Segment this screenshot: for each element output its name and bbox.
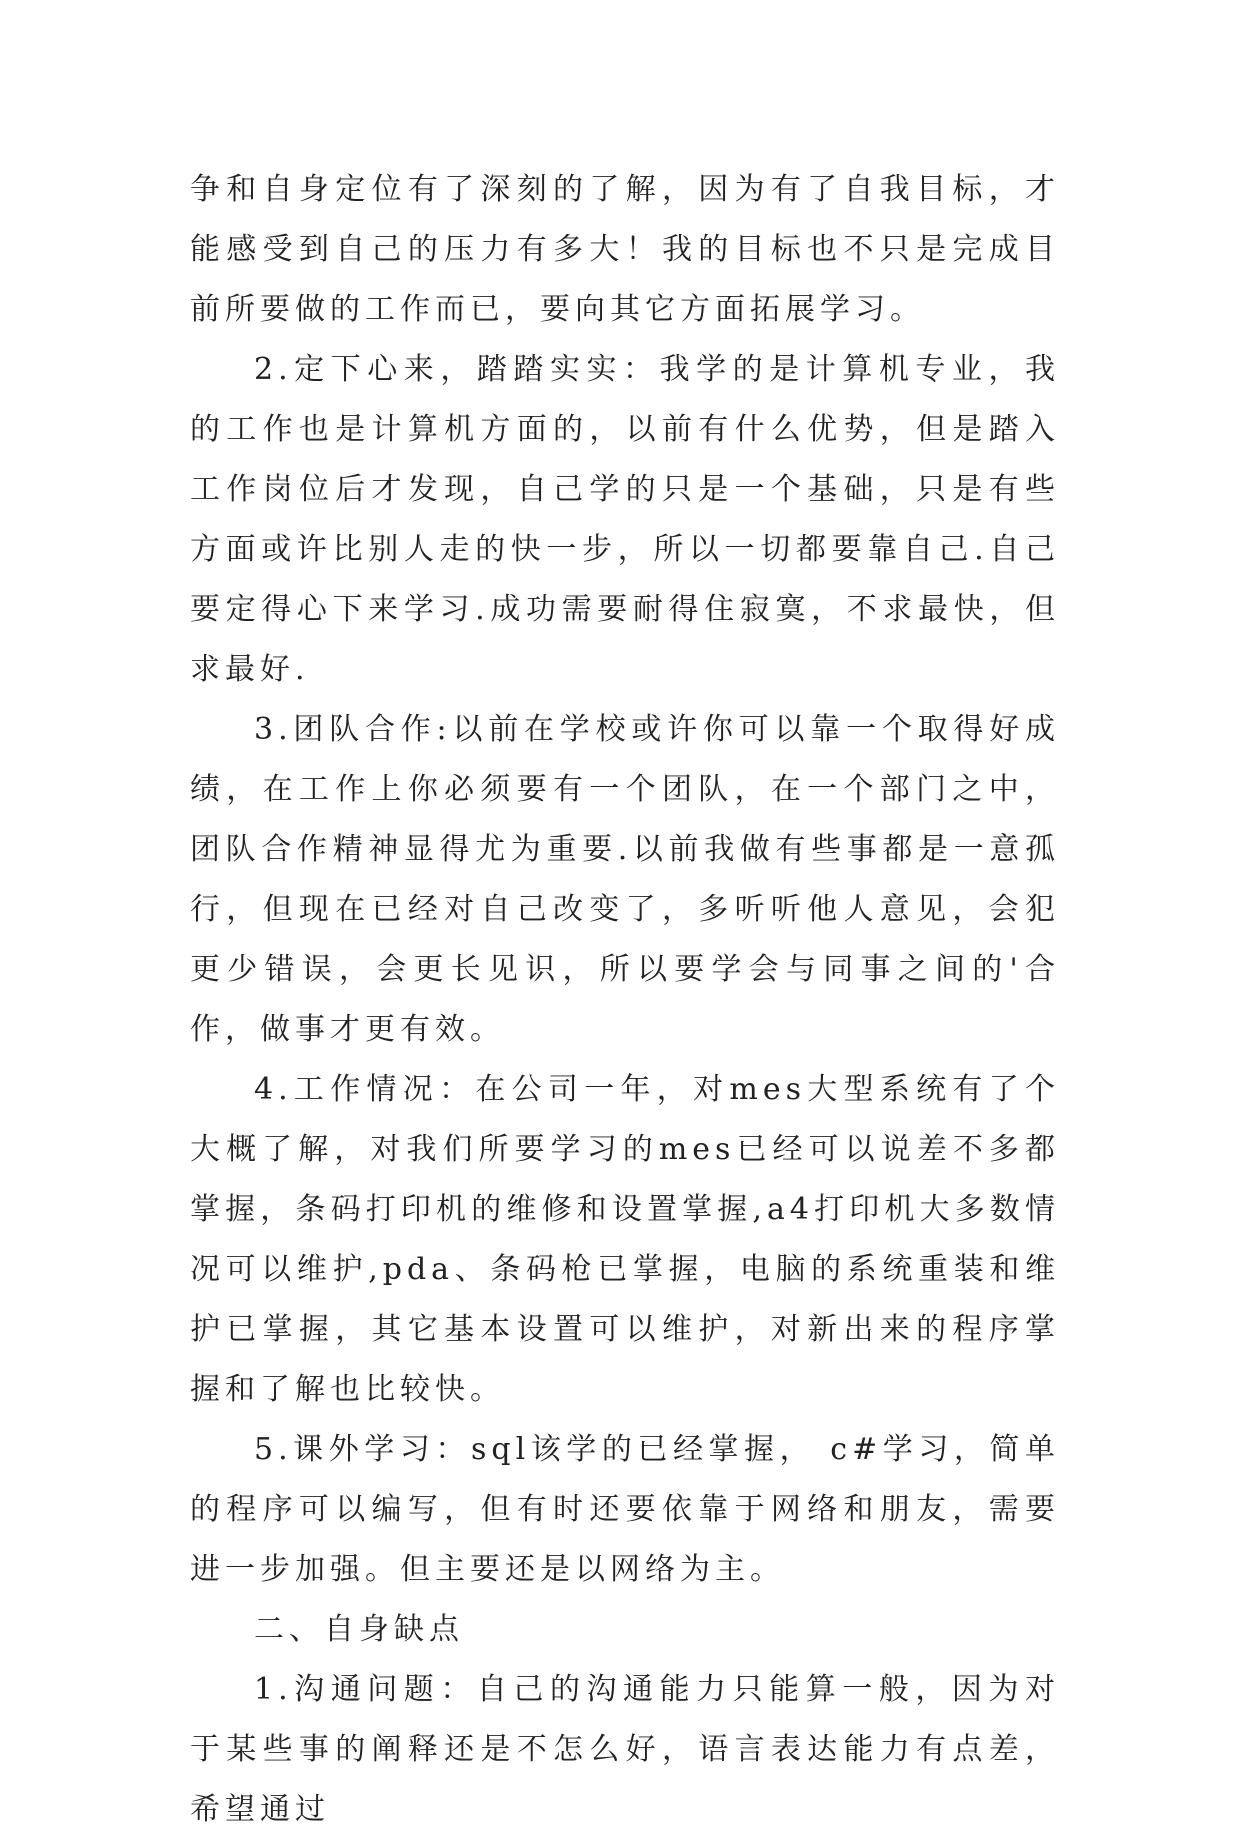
- section-heading: 二、自身缺点: [254, 1612, 464, 1647]
- paragraph-item-3: 3.团队合作:以前在学校或许你可以靠一个取得好成绩，在工作上你必须要有一个团队，在一个部门之中，团队合作精神显得尤为重要.以前我做有些事都是一意孤行，但现在已经对自己改变了，多听听他人意见，会犯更少错误，会更长见识，所以要学会与同事之间的'合作，做事才更有效。: [190, 712, 1060, 1047]
- paragraph-item-2: 2.定下心来，踏踏实实：我学的是计算机专业，我的工作也是计算机方面的，以前有什么优势，但是踏入工作岗位后才发现，自己学的只是一个基础，只是有些方面或许比别人走的快一步，所以一切都要靠自己.自己要定得心下来学习.成功需要耐得住寂寞，不求最快，但求最好.: [190, 352, 1060, 687]
- paragraph-continuation: 争和自身定位有了深刻的了解，因为有了自我目标，才能感受到自己的压力有多大！我的目标也不只是完成目前所要做的工作而已，要向其它方面拓展学习。: [190, 172, 1060, 327]
- paragraph-item-5: 5.课外学习：sql该学的已经掌握， c#学习，简单的程序可以编写，但有时还要依靠于网络和朋友，需要进一步加强。但主要还是以网络为主。: [190, 1432, 1060, 1587]
- paragraph-shortcoming-1: 1.沟通问题：自己的沟通能力只能算一般，因为对于某些事的阐释还是不怎么好，语言表达能力有点差，希望通过: [190, 1672, 1060, 1827]
- document-body: [190, 160, 1060, 1840]
- paragraph-item-4: 4.工作情况：在公司一年，对mes大型系统有了个大概了解，对我们所要学习的mes已经可以说差不多都掌握，条码打印机的维修和设置掌握,a4打印机大多数情况可以维护,pda、条码枪已掌握，电脑的系统重装和维护已掌握，其它基本设置可以维护，对新出来的程序掌握和了解也比较快。: [190, 1072, 1060, 1407]
